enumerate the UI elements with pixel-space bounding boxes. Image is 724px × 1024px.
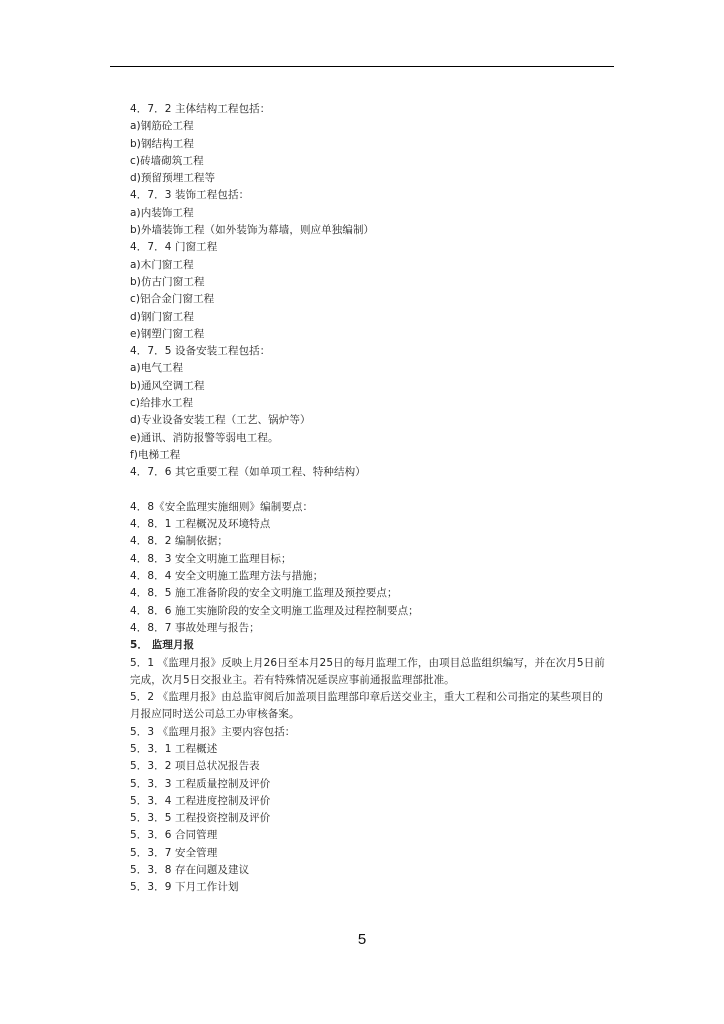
text-line: a)电气工程 (130, 362, 184, 375)
text-line: 5．3．2 项目总状况报告表 (130, 760, 260, 773)
text-line: 4．8《安全监理实施细则》编制要点： (130, 500, 314, 513)
text-line: 5．3．1 工程概述 (130, 742, 218, 755)
text-line: b)通风空调工程 (130, 379, 205, 392)
text-line: 4．7．5 设备安装工程包括： (130, 345, 271, 358)
text-line: 4．8．4 安全文明施工监理方法与措施； (130, 570, 324, 583)
text-line: 5．3．8 存在问题及建议 (130, 864, 250, 877)
text-line: 5．3 《监理月报》主要内容包括： (130, 725, 296, 738)
text-line: b)钢结构工程 (130, 137, 194, 150)
text-line: e)通讯、消防报警等弱电工程。 (130, 431, 279, 444)
text-line: b)仿古门窗工程 (130, 275, 205, 288)
text-line: 5．3．5 工程投资控制及评价 (130, 812, 271, 825)
text-line: 5．1 《监理月报》反映上月26日至本月25日的每月监理工作，由项目总监组织编写，并在次月5日前 (130, 656, 605, 669)
text-line: 4．8．3 安全文明施工监理目标； (130, 552, 292, 565)
text-line: 5． 监理月报 (130, 639, 195, 652)
text-line: f)电梯工程 (130, 448, 181, 461)
text-line: d)预留预埋工程等 (130, 172, 216, 185)
text-line: 5．3．6 合同管理 (130, 829, 218, 842)
text-line: 完成，次月5日交报业主。若有特殊情况延误应事前通报监理部批准。 (130, 673, 455, 686)
text-line: 月报应同时送公司总工办审核备案。 (130, 708, 300, 721)
text-line: d)专业设备安装工程（工艺、锅炉等） (130, 414, 311, 427)
text-line: 5．3．4 工程进度控制及评价 (130, 794, 271, 807)
text-line: 4．8．2 编制依据； (130, 535, 228, 548)
text-line: e)钢塑门窗工程 (130, 327, 205, 340)
text-line: a)木门窗工程 (130, 258, 194, 271)
text-line: c)砖墙砌筑工程 (130, 154, 204, 167)
text-line: 5．3．7 安全管理 (130, 846, 218, 859)
text-line: c)铝合金门窗工程 (130, 293, 215, 306)
text-line: a)钢筋砼工程 (130, 120, 194, 133)
document-body (130, 101, 630, 897)
text-line: 4．8．1 工程概况及环境特点 (130, 518, 271, 531)
text-line: 4．7．2 主体结构工程包括： (130, 103, 271, 115)
text-line: a)内装饰工程 (130, 206, 194, 219)
text-line: b)外墙装饰工程（如外装饰为幕墙，则应单独编制） (130, 224, 375, 237)
blank-line (130, 482, 630, 499)
text-line: 4．8．7 事故处理与报告； (130, 621, 260, 634)
text-line: 4．8．6 施工实施阶段的安全文明施工监理及过程控制要点； (130, 604, 419, 617)
text-line: 4．8．5 施工准备阶段的安全文明施工监理及预控要点； (130, 587, 398, 600)
text-line: 5．3．9 下月工作计划 (130, 881, 239, 894)
text-line: 4．7．6 其它重要工程（如单项工程、特种结构） (130, 466, 366, 479)
text-line: d)钢门窗工程 (130, 310, 194, 323)
text-line: 4．7．3 装饰工程包括： (130, 189, 250, 202)
text-line: c)给排水工程 (130, 397, 194, 410)
text-line: 5．3．3 工程质量控制及评价 (130, 777, 271, 790)
page-number: 5 (357, 931, 367, 948)
header-rule (110, 66, 614, 67)
text-line: 5．2 《监理月报》由总监审阅后加盖项目监理部印章后送交业主，重大工程和公司指定的某些项目的 (130, 691, 603, 704)
text-line: 4．7．4 门窗工程 (130, 241, 218, 254)
